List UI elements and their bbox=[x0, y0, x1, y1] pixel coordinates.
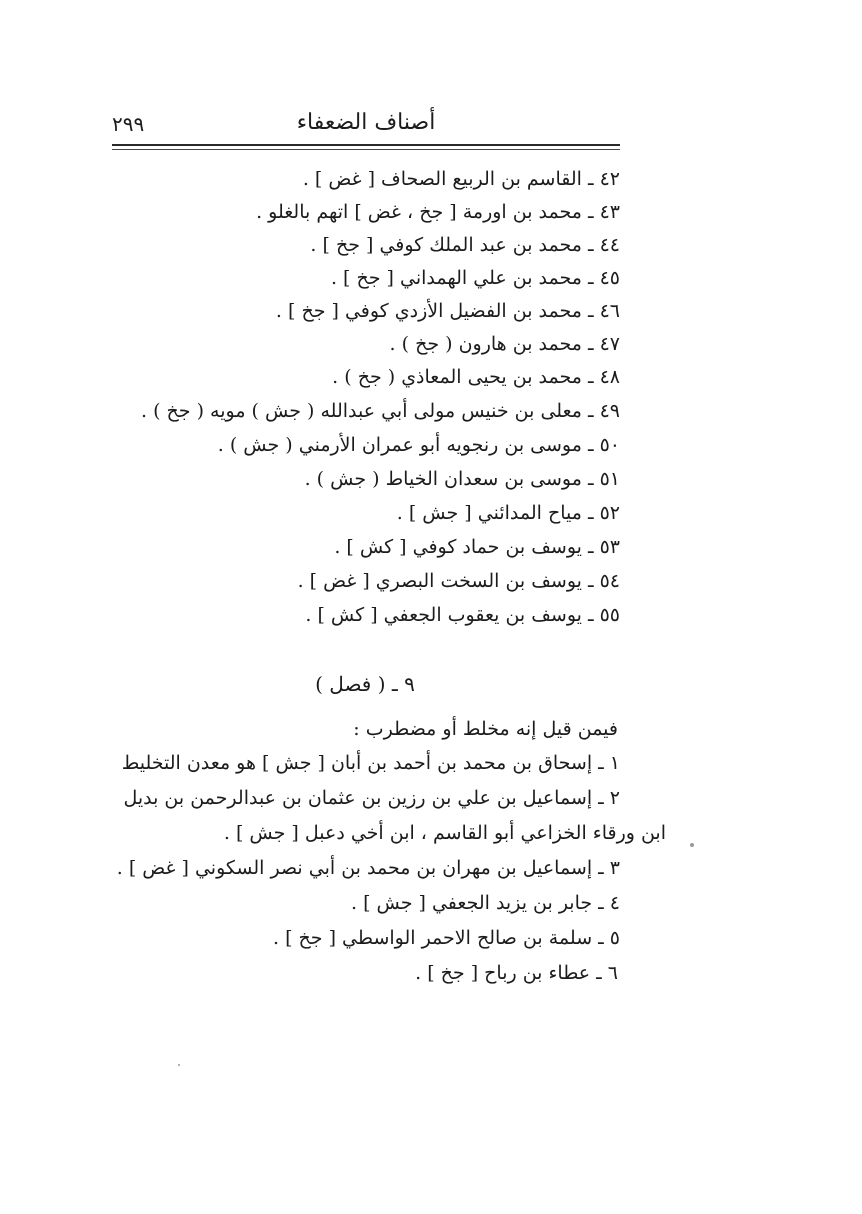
entry-46: ٤٦ ـ محمد بن الفضيل الأزدي كوفي [ جخ ] . bbox=[275, 300, 620, 322]
scan-speck bbox=[690, 843, 694, 847]
section-item-6: ٦ ـ عطاء بن رباح [ جخ ] . bbox=[415, 962, 618, 984]
section-item-2-continued: ابن ورقاء الخزاعي أبو القاسم ، ابن أخي دعبل [ جش ] . bbox=[223, 822, 666, 844]
scan-speck bbox=[178, 1064, 180, 1066]
entry-45: ٤٥ ـ محمد بن علي الهمداني [ جخ ] . bbox=[330, 267, 620, 289]
entry-51: ٥١ ـ موسى بن سعدان الخياط ( جش ) . bbox=[304, 468, 620, 490]
entry-55: ٥٥ ـ يوسف بن يعقوب الجعفي [ كش ] . bbox=[305, 604, 620, 626]
section-heading: ٩ ـ ( فصل ) bbox=[315, 672, 415, 696]
section-item-4: ٤ ـ جابر بن يزيد الجعفي [ جش ] . bbox=[350, 892, 620, 914]
entry-43: ٤٣ ـ محمد بن اورمة [ جخ ، غض ] اتهم بالغلو . bbox=[256, 201, 620, 223]
entry-52: ٥٢ ـ مياح المدائني [ جش ] . bbox=[396, 502, 620, 524]
entry-48: ٤٨ ـ محمد بن يحيى المعاذي ( جخ ) . bbox=[332, 366, 620, 388]
section-item-3: ٣ ـ إسماعيل بن مهران بن محمد بن أبي نصر السكوني [ غض ] . bbox=[116, 857, 620, 879]
section-item-1: ١ ـ إسحاق بن محمد بن أحمد بن أبان [ جش ] هو معدن التخليط bbox=[121, 752, 620, 774]
entry-47: ٤٧ ـ محمد بن هارون ( جخ ) . bbox=[389, 333, 620, 355]
entry-42: ٤٢ ـ القاسم بن الربيع الصحاف [ غض ] . bbox=[302, 168, 620, 190]
running-title: أصناف الضعفاء bbox=[296, 110, 436, 135]
page-number: ٢٩٩ bbox=[112, 112, 145, 136]
page-header bbox=[112, 108, 620, 140]
header-rule bbox=[112, 144, 620, 146]
section-item-2: ٢ ـ إسماعيل بن علي بن رزين بن عثمان بن عبدالرحمن بن بديل bbox=[123, 787, 620, 809]
entry-49: ٤٩ ـ معلى بن خنيس مولى أبي عبدالله ( جش ) مويه ( جخ ) . bbox=[141, 400, 620, 422]
section-intro: فيمن قيل إنه مخلط أو مضطرب : bbox=[353, 718, 618, 740]
entry-54: ٥٤ ـ يوسف بن السخت البصري [ غض ] . bbox=[297, 570, 620, 592]
entry-50: ٥٠ ـ موسى بن رنجويه أبو عمران الأرمني ( جش ) . bbox=[217, 434, 620, 456]
entry-44: ٤٤ ـ محمد بن عبد الملك كوفي [ جخ ] . bbox=[310, 234, 620, 256]
entry-53: ٥٣ ـ يوسف بن حماد كوفي [ كش ] . bbox=[334, 536, 620, 558]
section-item-5: ٥ ـ سلمة بن صالح الاحمر الواسطي [ جخ ] . bbox=[273, 927, 620, 949]
header-rule-thin bbox=[112, 149, 620, 150]
